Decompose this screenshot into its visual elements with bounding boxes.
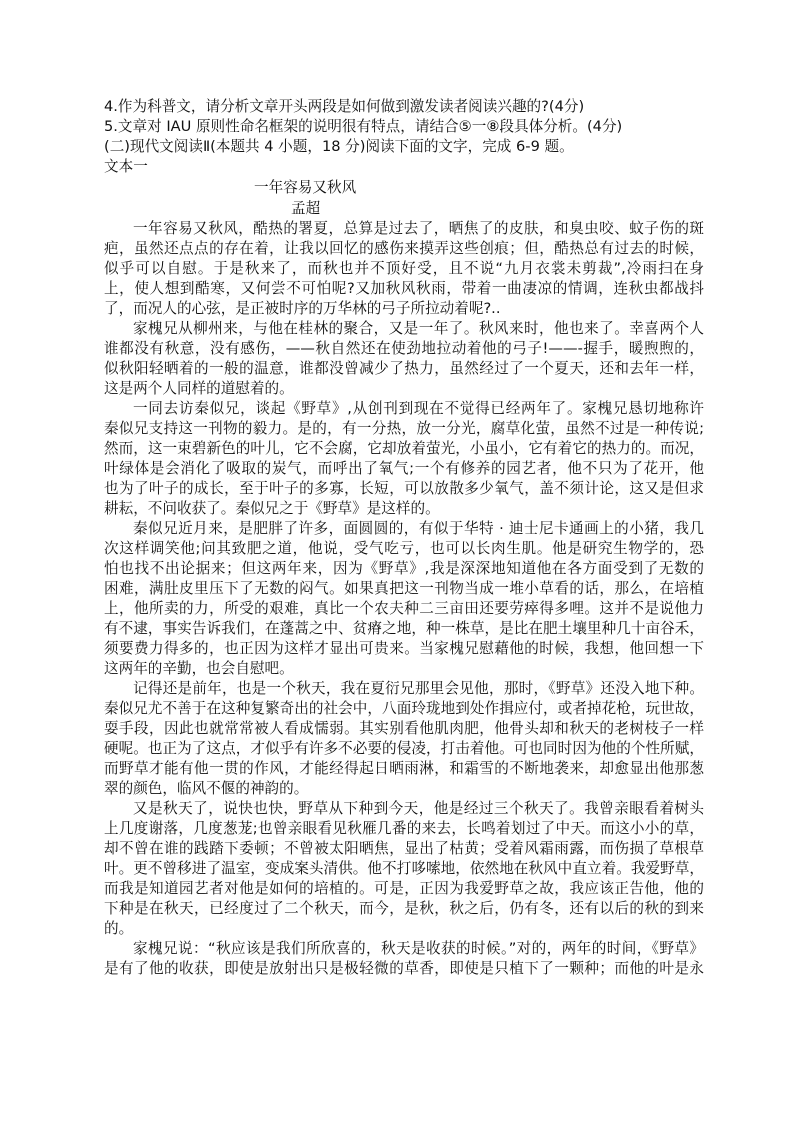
paragraph: [104, 679, 704, 799]
paragraph-line: 而我是知道园艺者对他是如何的培植的。可是，正因为我爱野草之故，我应该正告他，他的: [104, 880, 704, 897]
paragraph-line: 谁都没有秋意，没有感伤，——秋自然还在使劲地拉动着他的弓子!——-握手，暖煦煦的，: [104, 340, 704, 357]
paragraph-line: 硬呢。也正为了这点，才似乎有许多不必要的侵凌，打击着他。可也同时因为他的个性所赋，: [104, 740, 704, 757]
paragraph: [104, 519, 704, 679]
paragraph-line: 怕也找不出论据来；但这两年来，因为《野草》,我是深深地知道他在各方面受到了无数的: [104, 560, 704, 577]
paragraph-line: 上，他所卖的力，所受的艰难，真比一个农夫种二三亩田还要劳瘁得多哩。这并不是说他力: [104, 600, 704, 617]
paragraph-line: 秦似兄支持这一刊物的毅力。是的，有一分热，放一分光，腐草化萤，虽然不过是一种传说;: [104, 420, 704, 437]
paragraph-line: 家槐兄说：“秋应该是我们所欣喜的，秋天是收获的时候。”对的，两年的时间，《野草》: [133, 940, 704, 957]
paragraph-line: 似秋阳轻晒着的一般的温意，谁都没曾减少了热力，虽然经过了一个夏天，还和去年一样，: [104, 360, 704, 377]
document-page: [104, 97, 704, 979]
paragraph: [104, 939, 704, 979]
paragraph-line: 是有了他的收获，即使是放射出只是极轻微的草香，即使是只植下了一颗种；而他的叶是永: [104, 960, 704, 977]
paragraph-line: 的。: [104, 920, 134, 937]
paragraph-line: 一同去访秦似兄，谈起《野草》,从创刊到现在不觉得已经两年了。家槐兄恳切地称许: [133, 400, 704, 417]
question-4: 4.作为科普文，请分析文章开头两段是如何做到激发读者阅读兴趣的?(4分): [104, 98, 585, 115]
paragraph-line: 记得还是前年，也是一个秋天，我在夏衍兄那里会见他，那时，《野草》还没入地下种。: [133, 680, 704, 697]
paragraph-line: 疤，虽然还点点的存在着，让我以回忆的感伤来摸弄这些创痕；但，酷热总有过去的时候，: [104, 240, 704, 257]
paragraph-line: 次这样调笑他;问其致肥之道，他说，受气吃亏，也可以长肉生肌。他是研究生物学的，恐: [104, 540, 704, 557]
paragraph-line: 须要费力得多的，也正因为这样才显出可贵来。当家槐兄慰藉他的时候，我想，他回想一下: [104, 640, 704, 657]
paragraph-line: 了，而况人的心弦，是正被时序的万华林的弓子所拉动着呢?..: [104, 300, 501, 317]
paragraph-line: 耕耘，不问收获了。秦似兄之于《野草》是这样的。: [104, 500, 440, 517]
paragraph-line: 也为了叶子的成长，至于叶子的多寡，长短，可以放散多少氧气，盖不须计论，这又是但求: [104, 480, 704, 497]
article-title: 一年容易又秋风: [254, 179, 357, 196]
section-label: 文本一: [104, 158, 148, 175]
paragraph-line: 又是秋天了，说快也快，野草从下种到今天，他是经过三个秋天了。我曾亲眼看着树头: [133, 800, 704, 817]
question-5: 5.文章对 IAU 原则性命名框架的说明很有特点，请结合⑤一⑧段具体分析。(4分): [104, 118, 623, 135]
paragraph-line: 叶。更不曾移进了温室，变成案头清供。他不打哆嗦地，依然地在秋风中直立着。我爱野草，: [104, 860, 704, 877]
paragraph-line: 上，使人想到酷寒，又何尝不可怕呢?又加秋风秋雨，带着一曲凄凉的情调，连秋虫都战抖: [104, 280, 704, 297]
paragraph-line: 却不曾在谁的践踏下委顿；不曾被太阳晒焦，显出了枯黄；受着风霜雨露，而伤损了草根草: [104, 840, 704, 857]
paragraph-line: 家槐兄从柳州来，与他在桂林的聚合，又是一年了。秋风来时，他也来了。幸喜两个人: [133, 320, 704, 337]
paragraph-line: 有不逮，事实告诉我们，在蓬蒿之中、贫瘠之地，种一株草，是比在肥土壤里种几十亩谷禾，: [104, 620, 704, 637]
paragraph: [104, 319, 704, 399]
paragraph-line: 困难，满肚皮里压下了无数的闷气。如果真把这一刊物当成一堆小草看的话，那么，在培植: [104, 580, 704, 597]
paragraph-line: 这两年的辛勤，也会自慰吧。: [104, 660, 294, 677]
paragraph-line: 而野草才能有他一贯的作风，才能经得起日晒雨淋，和霜雪的不断地袭来，却愈显出他那葱: [104, 760, 704, 777]
paragraph-line: 秦似兄近月来，是肥胖了许多，面圆圆的，有似于华特 · 迪士尼卡通画上的小猪，我几: [133, 520, 704, 537]
paragraph: [104, 219, 704, 319]
paragraph-line: 然而，这一束碧新色的叶儿，它不会腐，它却放着萤光，小虽小，它有着它的热力的。而况，: [104, 440, 704, 457]
paragraph-line: 似乎可以自慰。于是秋来了，而秋也并不顶好受，且不说“九月衣裳未剪裁”,冷雨扫在身: [104, 260, 704, 277]
paragraph-line: 下种是在秋天，已经度过了二个秋天，而今，是秋，秋之后，仍有冬，还有以后的秋的到来: [104, 900, 704, 917]
article-author: 孟超: [291, 200, 321, 217]
paragraph-line: 翠的颜色，临风不偃的神韵的。: [104, 780, 309, 797]
paragraph-line: 上几度谢落，几度葱茏;也曾亲眼看见秋雁几番的来去，长鸣着划过了中天。而这小小的草，: [104, 820, 704, 837]
paragraph: [104, 799, 704, 939]
paragraph-line: 这是两个人同样的道慰着的。: [104, 380, 294, 397]
paragraph-line: 耍手段，因此也就常常被人看成懦弱。其实别看他肌肉肥，他骨头却和秋天的老树枝子一样: [104, 720, 704, 737]
article-body: [104, 219, 704, 979]
paragraph: [104, 399, 704, 519]
paragraph-line: 一年容易又秋风，酷热的署夏，总算是过去了，晒焦了的皮肤，和臭虫咬、蚊子伤的斑: [133, 220, 704, 237]
paragraph-line: 秦似兄尤不善于在这种复繁奇出的社会中，八面玲珑地到处作揖应付，或者掉花枪，玩世故，: [104, 700, 704, 717]
paragraph-line: 叶绿体是会消化了吸取的炭气，而呼出了氧气;一个有修养的园艺者，他不只为了花开，他: [104, 460, 704, 477]
section-heading: (二)现代文阅读Ⅱ(本题共 4 小题，18 分)阅读下面的文字，完成 6-9 题。: [104, 138, 574, 155]
